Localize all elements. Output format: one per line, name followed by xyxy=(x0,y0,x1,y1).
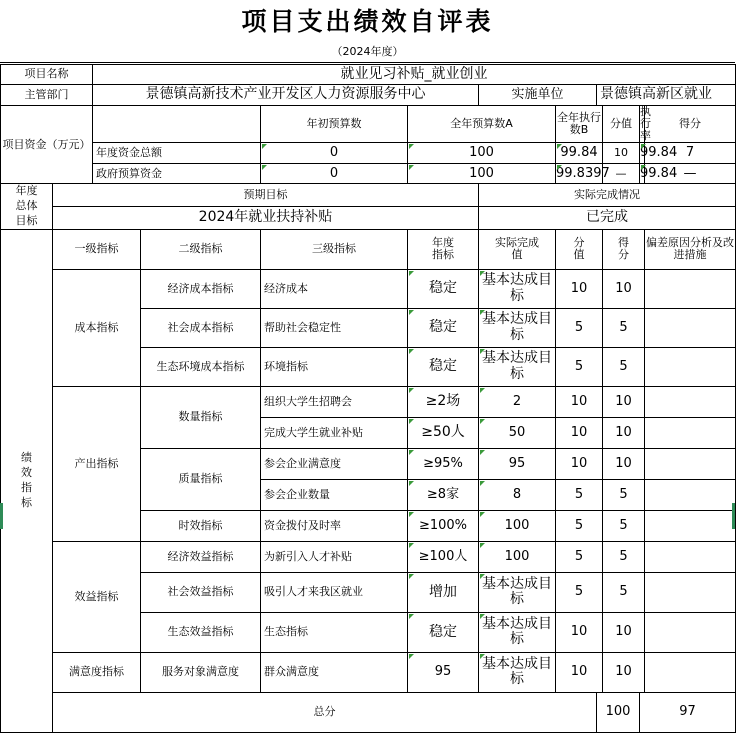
actual-value-cell[interactable]: 100 xyxy=(479,541,556,572)
goal-header-row xyxy=(1,184,736,207)
actual-value-text: 基本达成目标 xyxy=(482,311,552,343)
col-indicator-score xyxy=(603,229,645,269)
col-level2: 二级指标 xyxy=(141,229,261,269)
score-cell[interactable]: 10 xyxy=(603,386,645,417)
deviation-cell[interactable] xyxy=(645,308,736,347)
col-annual-target xyxy=(408,229,479,269)
fund-gov-row xyxy=(1,164,736,184)
fund-total-label: 年度资金总额 xyxy=(93,143,261,164)
level2-cell: 生态环境成本指标 xyxy=(141,347,261,386)
fund-total-row xyxy=(1,143,736,164)
goal-row xyxy=(1,207,736,230)
score-value-cell[interactable]: 5 xyxy=(556,308,603,347)
level1-satisfaction: 满意度指标 xyxy=(53,652,141,692)
actual-value-cell[interactable] xyxy=(479,308,556,347)
level3-cell: 为新引入人才补贴 xyxy=(261,541,408,572)
score-cell[interactable]: 5 xyxy=(603,541,645,572)
fund-total-initial[interactable]: 0 xyxy=(261,143,408,164)
total-score-value[interactable]: 100 xyxy=(597,692,640,732)
fund-header-row xyxy=(1,106,736,143)
score-cell[interactable]: 5 xyxy=(603,479,645,510)
fund-total-exec[interactable]: 99.84 xyxy=(556,143,603,164)
col-indicator-score-value-text: 分值 xyxy=(573,236,585,262)
department-label: 主管部门 xyxy=(1,85,93,106)
perf-indicator-label-text: 绩效指标 xyxy=(21,451,32,509)
actual-value-cell[interactable]: 2 xyxy=(479,386,556,417)
fund-gov-full[interactable]: 100 xyxy=(408,164,556,184)
annual-target-cell[interactable]: ≥50人 xyxy=(408,417,479,448)
col-level1: 一级指标 xyxy=(53,229,141,269)
fund-gov-score[interactable]: — xyxy=(645,164,736,184)
left-edge-marker xyxy=(0,503,3,529)
department-row xyxy=(1,85,736,106)
actual-value-cell[interactable] xyxy=(479,612,556,652)
level2-cell: 时效指标 xyxy=(141,510,261,541)
level3-cell: 资金拨付及时率 xyxy=(261,510,408,541)
actual-value-cell[interactable]: 100 xyxy=(479,510,556,541)
actual-value-cell[interactable]: 50 xyxy=(479,417,556,448)
project-name-row xyxy=(1,65,736,85)
perf-indicator-label xyxy=(1,229,53,732)
score-value-cell[interactable]: 10 xyxy=(556,612,603,652)
score-cell[interactable]: 5 xyxy=(603,572,645,612)
col-initial-budget: 年初预算数 xyxy=(261,106,408,143)
actual-value-text: 基本达成目标 xyxy=(482,615,552,648)
fund-total-score-value[interactable]: 10 xyxy=(603,143,640,164)
fund-header-blank xyxy=(93,106,261,143)
level2-cell: 生态效益指标 xyxy=(141,612,261,652)
report-year: （2024年度） xyxy=(331,45,404,58)
actual-value-text: 基本达成目标 xyxy=(482,272,552,304)
level3-cell: 环境指标 xyxy=(261,347,408,386)
fund-gov-label: 政府预算资金 xyxy=(93,164,261,184)
score-value-cell[interactable]: 5 xyxy=(556,479,603,510)
expected-goal-value[interactable]: 2024年就业扶持补贴 xyxy=(53,207,479,230)
implementing-unit-value[interactable]: 景德镇高新区就业 xyxy=(597,85,736,106)
score-value-cell[interactable]: 5 xyxy=(556,572,603,612)
col-score-value: 分值 xyxy=(603,106,640,143)
indicator-row xyxy=(1,541,736,572)
deviation-cell[interactable] xyxy=(645,572,736,612)
level1-cost: 成本指标 xyxy=(53,269,141,386)
score-value-cell[interactable]: 10 xyxy=(556,448,603,479)
level3-cell: 参会企业满意度 xyxy=(261,448,408,479)
score-value-cell[interactable]: 5 xyxy=(556,541,603,572)
score-value-cell[interactable]: 10 xyxy=(556,652,603,692)
top-divider xyxy=(0,62,735,63)
evaluation-table xyxy=(0,64,736,733)
total-row xyxy=(1,692,736,732)
fund-gov-initial[interactable]: 0 xyxy=(261,164,408,184)
annual-goal-label-text: 年度总体目标 xyxy=(15,184,38,227)
deviation-cell[interactable] xyxy=(645,510,736,541)
score-cell[interactable]: 10 xyxy=(603,612,645,652)
indicator-header-row xyxy=(1,229,736,269)
indicator-row xyxy=(1,652,736,692)
deviation-cell[interactable] xyxy=(645,269,736,308)
annual-goal-label xyxy=(1,184,53,230)
score-cell[interactable]: 10 xyxy=(603,269,645,308)
annual-target-cell[interactable]: 稳定 xyxy=(408,347,479,386)
indicator-row xyxy=(1,386,736,417)
annual-target-cell[interactable]: 稳定 xyxy=(408,308,479,347)
fund-total-score[interactable]: 7 xyxy=(645,143,736,164)
col-score: 得分 xyxy=(645,106,736,143)
deviation-cell[interactable] xyxy=(645,417,736,448)
col-actual-value-text: 实际完成值 xyxy=(495,236,539,262)
level3-cell: 帮助社会稳定性 xyxy=(261,308,408,347)
fund-total-rate[interactable]: 99.84 xyxy=(640,143,645,164)
level2-cell: 社会效益指标 xyxy=(141,572,261,612)
deviation-cell[interactable] xyxy=(645,652,736,692)
level3-cell: 生态指标 xyxy=(261,612,408,652)
annual-target-cell[interactable]: 稳定 xyxy=(408,612,479,652)
total-score[interactable]: 97 xyxy=(640,692,736,732)
total-score-label: 总分 xyxy=(53,692,597,732)
fund-gov-rate[interactable]: 99.84 xyxy=(640,164,645,184)
page-title: 项目支出绩效自评表 xyxy=(241,7,494,36)
score-value-cell[interactable]: 10 xyxy=(556,417,603,448)
level3-cell: 群众满意度 xyxy=(261,652,408,692)
department-value[interactable]: 景德镇高新技术产业开发区人力资源服务中心 xyxy=(93,85,479,106)
col-annual-target-text: 年度指标 xyxy=(432,236,454,262)
actual-value-text: 基本达成目标 xyxy=(482,350,552,382)
score-cell[interactable]: 10 xyxy=(603,448,645,479)
col-level3: 三级指标 xyxy=(261,229,408,269)
fund-gov-score-value[interactable]: — xyxy=(603,164,640,184)
level3-cell: 参会企业数量 xyxy=(261,479,408,510)
annual-target-cell[interactable]: ≥100人 xyxy=(408,541,479,572)
actual-value-text: 基本达成目标 xyxy=(482,655,552,688)
annual-target-cell[interactable]: 增加 xyxy=(408,572,479,612)
score-cell[interactable]: 5 xyxy=(603,308,645,347)
evaluation-table-wrapper xyxy=(0,64,735,733)
actual-value-cell[interactable] xyxy=(479,652,556,692)
level2-cell: 质量指标 xyxy=(141,448,261,510)
deviation-cell[interactable] xyxy=(645,448,736,479)
expected-goal-label: 预期目标 xyxy=(53,184,479,207)
score-value-cell[interactable]: 10 xyxy=(556,386,603,417)
fund-total-full[interactable]: 100 xyxy=(408,143,556,164)
level2-cell: 经济成本指标 xyxy=(141,269,261,308)
actual-value-cell[interactable] xyxy=(479,347,556,386)
implementing-unit-label: 实施单位 xyxy=(479,85,597,106)
annual-target-cell[interactable]: ≥8家 xyxy=(408,479,479,510)
col-indicator-score-value xyxy=(556,229,603,269)
deviation-cell[interactable] xyxy=(645,612,736,652)
score-value-cell[interactable]: 5 xyxy=(556,510,603,541)
actual-value-cell[interactable]: 8 xyxy=(479,479,556,510)
annual-target-cell[interactable]: 稳定 xyxy=(408,269,479,308)
level3-cell: 经济成本 xyxy=(261,269,408,308)
col-full-execution: 全年执行数B xyxy=(556,106,603,143)
right-edge-marker xyxy=(732,503,735,529)
level2-cell: 服务对象满意度 xyxy=(141,652,261,692)
actual-value-cell[interactable]: 95 xyxy=(479,448,556,479)
col-full-budget: 全年预算数A xyxy=(408,106,556,143)
col-execution-rate: 执行率 xyxy=(640,105,651,143)
level3-cell: 完成大学生就业补贴 xyxy=(261,417,408,448)
actual-completion-label: 实际完成情况 xyxy=(479,184,736,207)
deviation-cell[interactable] xyxy=(645,386,736,417)
indicator-row xyxy=(1,269,736,308)
level2-cell: 数量指标 xyxy=(141,386,261,448)
level3-cell: 组织大学生招聘会 xyxy=(261,386,408,417)
score-cell[interactable]: 10 xyxy=(603,417,645,448)
col-actual-value xyxy=(479,229,556,269)
project-name-value[interactable]: 就业见习补贴_就业创业 xyxy=(93,65,736,85)
annual-target-cell[interactable]: ≥95% xyxy=(408,448,479,479)
score-value-cell[interactable]: 10 xyxy=(556,269,603,308)
deviation-cell[interactable] xyxy=(645,347,736,386)
annual-target-cell[interactable]: ≥100% xyxy=(408,510,479,541)
score-value-cell[interactable]: 5 xyxy=(556,347,603,386)
fund-gov-exec[interactable]: 99.8397 xyxy=(556,164,603,184)
score-cell[interactable]: 10 xyxy=(603,652,645,692)
annual-target-cell[interactable]: ≥2场 xyxy=(408,386,479,417)
col-indicator-score-text: 得分 xyxy=(618,236,629,262)
level1-output: 产出指标 xyxy=(53,386,141,541)
score-cell[interactable]: 5 xyxy=(603,510,645,541)
level1-benefit: 效益指标 xyxy=(53,541,141,652)
project-name-label: 项目名称 xyxy=(1,65,93,85)
actual-value-text: 基本达成目标 xyxy=(482,575,552,608)
actual-value-cell[interactable] xyxy=(479,572,556,612)
actual-completion-value[interactable]: 已完成 xyxy=(479,207,736,230)
fund-label: 项目资金（万元） xyxy=(1,106,93,184)
deviation-cell[interactable] xyxy=(645,479,736,510)
level2-cell: 社会成本指标 xyxy=(141,308,261,347)
annual-target-cell[interactable]: 95 xyxy=(408,652,479,692)
col-deviation: 偏差原因分析及改进措施 xyxy=(645,229,736,269)
level3-cell: 吸引人才来我区就业 xyxy=(261,572,408,612)
actual-value-cell[interactable] xyxy=(479,269,556,308)
deviation-cell[interactable] xyxy=(645,541,736,572)
score-cell[interactable]: 5 xyxy=(603,347,645,386)
level2-cell: 经济效益指标 xyxy=(141,541,261,572)
